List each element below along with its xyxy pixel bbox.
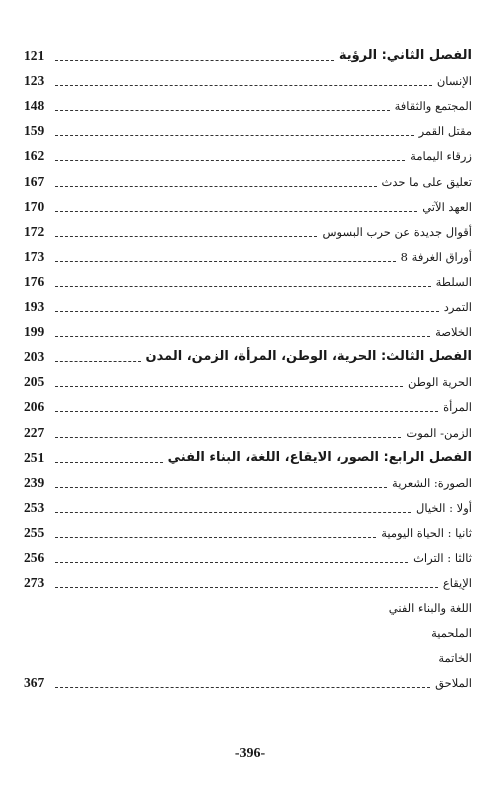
toc-dot-leader (55, 410, 438, 412)
toc-page-number: 253 (24, 499, 45, 515)
toc-entry-title: المرأة (443, 400, 472, 415)
toc-dot-leader (55, 385, 403, 387)
toc-page-number (24, 616, 50, 617)
toc-chapter-title: الفصل الرابع: الصور، الايقاع، اللغة، البناء الفني (167, 449, 472, 465)
toc-dot-leader (55, 185, 377, 187)
toc-dot-leader (55, 586, 438, 588)
toc-dot-leader (55, 612, 384, 613)
toc-page-number (24, 641, 50, 642)
toc-entry-row (24, 667, 472, 692)
toc-entry-title: أولا : الخيال (416, 500, 472, 515)
toc-page-number: 193 (24, 299, 45, 315)
toc-entry-title: أقوال جديدة عن حرب البسوس (322, 224, 472, 239)
toc-page-number: 251 (24, 449, 45, 465)
toc-page-number: 176 (24, 273, 45, 289)
toc-entry-title: التمرد (443, 300, 472, 315)
toc-dot-leader (55, 159, 405, 161)
toc-dot-leader (55, 109, 390, 111)
toc-entry-title: ثانيا : الحياة اليومية (381, 525, 472, 540)
toc-entry-title: السلطة (435, 274, 472, 289)
toc-page-number: 205 (24, 374, 45, 390)
toc-entry-title: اللغة والبناء الفني (388, 601, 472, 616)
toc-entry-title: الملحمية (431, 626, 472, 641)
toc-entry-row (24, 567, 472, 592)
toc-entry-row (24, 316, 472, 341)
toc-dot-leader (55, 260, 396, 262)
toc-entry-row (24, 617, 472, 642)
toc-entry-title: المجتمع والثقافة (394, 99, 472, 114)
toc-dot-leader (55, 84, 432, 86)
toc-page-number: 170 (24, 198, 45, 214)
toc-dot-leader (55, 511, 411, 513)
toc-entry-row (24, 241, 472, 266)
toc-dot-leader (55, 210, 417, 212)
toc-entry-row (24, 216, 472, 241)
toc-page-number: 367 (24, 675, 45, 691)
toc-page-number: 173 (24, 248, 45, 264)
toc-entry-row (24, 291, 472, 316)
toc-entry-title: الإيقاع (442, 576, 472, 591)
toc-entry-title: الزمن- الموت (406, 425, 472, 440)
toc-page-number: 256 (24, 549, 45, 565)
toc-entry-row (24, 140, 472, 165)
toc-dot-leader (55, 235, 317, 237)
toc-chapter-title: الفصل الثاني: الرؤية (338, 48, 472, 64)
toc-entry-title: الإنسان (436, 74, 472, 89)
toc-entry-row (24, 266, 472, 291)
toc-page-number (24, 666, 50, 667)
toc-page-number: 239 (24, 474, 45, 490)
toc-chapter-row (24, 442, 472, 467)
toc-dot-leader (55, 461, 163, 463)
toc-entry-title: العهد الآتي (422, 199, 472, 214)
toc-entry-row (24, 492, 472, 517)
toc-page-number: 203 (24, 349, 45, 365)
toc-dot-leader (55, 360, 141, 362)
toc-dot-leader (55, 536, 376, 538)
page-number: -396- (234, 746, 266, 761)
toc-dot-leader (55, 310, 439, 312)
toc-entry-row (24, 391, 472, 416)
toc-entry-row (24, 416, 472, 441)
toc-page-number: 172 (24, 223, 45, 239)
toc-page-number: 255 (24, 524, 45, 540)
toc-page-number: 162 (24, 148, 45, 164)
toc-dot-leader (55, 486, 387, 488)
toc-entry-title: زرقاء اليمامة (410, 149, 472, 164)
toc-page-number: 148 (24, 98, 45, 114)
toc-entry-title: الخلاصة (435, 325, 472, 340)
toc-page-number: 273 (24, 575, 45, 591)
toc-entry-title: أوراق الغرفة 8 (400, 249, 472, 264)
toc-page-number: 199 (24, 324, 45, 340)
toc-entry-title: ثالثا : التراث (413, 550, 472, 565)
toc-chapter-row (24, 40, 472, 65)
toc-entry-title: الصورة: الشعرية (392, 475, 472, 490)
toc-dot-leader (55, 285, 431, 287)
toc-entry-row (24, 165, 472, 190)
toc-entry-row (24, 517, 472, 542)
toc-entry-row (24, 642, 472, 667)
toc-dot-leader (55, 335, 430, 337)
toc-page-number: 159 (24, 123, 45, 139)
toc-entry-row (24, 65, 472, 90)
toc-entry-row (24, 542, 472, 567)
toc-chapter-row (24, 341, 472, 366)
toc-page-number: 121 (24, 48, 45, 64)
toc-entry-title: الملاحق (435, 676, 472, 691)
toc-entry-row (24, 467, 472, 492)
toc-entry-row (24, 90, 472, 115)
toc-page-number: 167 (24, 173, 45, 189)
toc-page-number: 227 (24, 424, 45, 440)
toc-entry-row (24, 366, 472, 391)
toc-chapter-title: الفصل الثالث: الحرية، الوطن، المرأة، الزمن، المدن (145, 349, 472, 365)
toc-entry-title: الخاتمة (438, 651, 472, 666)
toc-entry-row (24, 115, 472, 140)
toc-dot-leader (55, 662, 433, 663)
toc-dot-leader (55, 637, 426, 638)
toc-page-number: 123 (24, 73, 45, 89)
toc-page-number: 206 (24, 399, 45, 415)
table-of-contents (24, 40, 472, 692)
toc-entry-title: تعليق على ما حدث (381, 174, 472, 189)
toc-dot-leader (55, 134, 414, 136)
toc-entry-title: الحرية الوطن (407, 375, 472, 390)
toc-entry-row (24, 592, 472, 617)
toc-entry-title: مقتل القمر (418, 124, 472, 139)
toc-dot-leader (55, 561, 408, 563)
toc-dot-leader (55, 59, 334, 61)
toc-dot-leader (55, 686, 430, 688)
toc-entry-row (24, 191, 472, 216)
toc-dot-leader (55, 436, 401, 438)
